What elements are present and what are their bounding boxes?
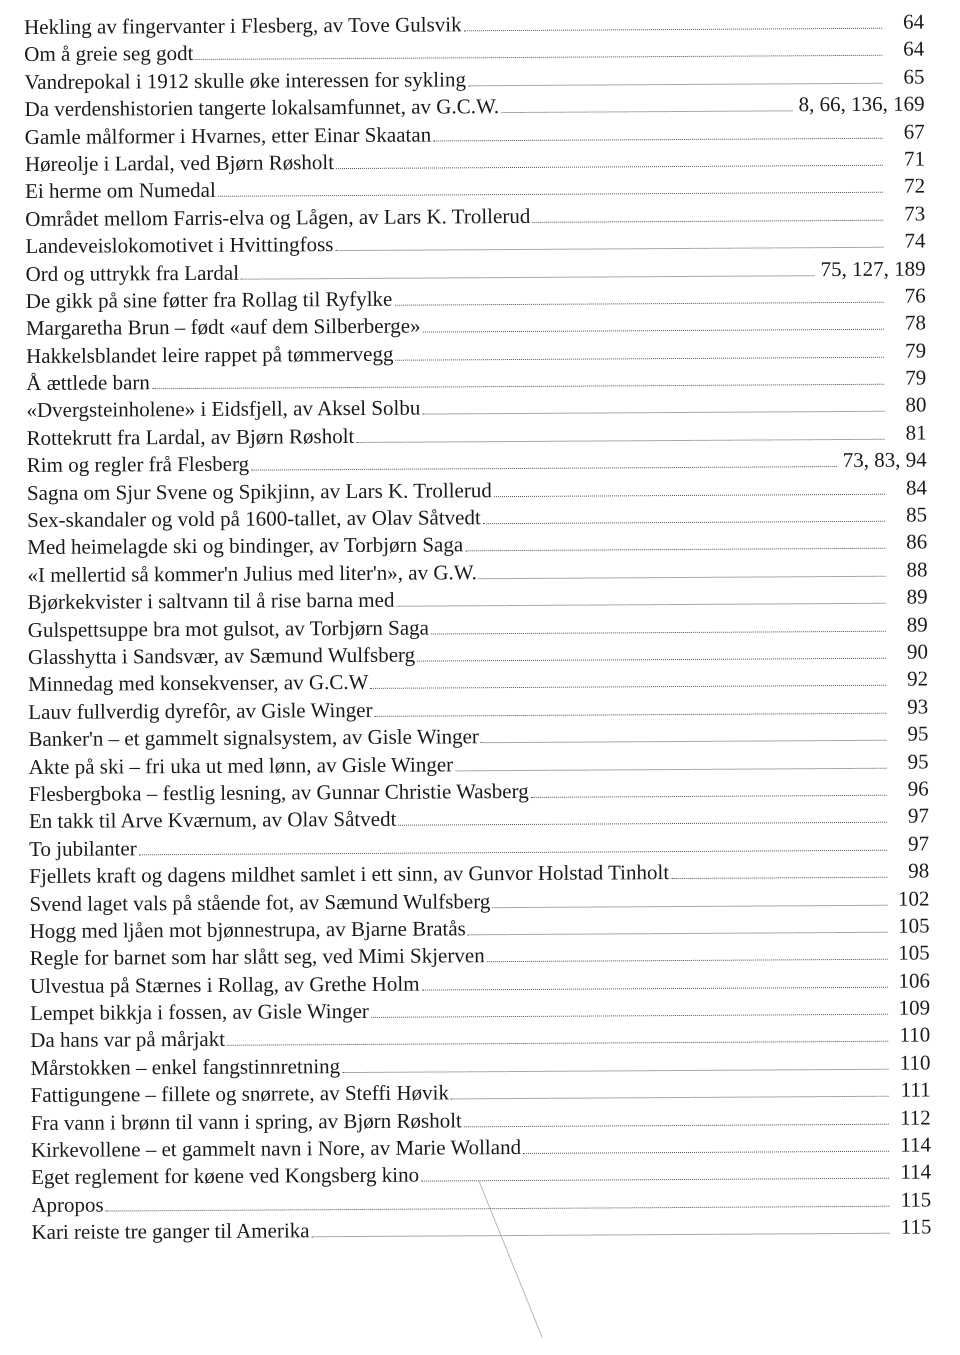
toc-entry-title: Da verdenshistorien tangerte lokalsamfunnet, av G.C.W. [24,94,500,122]
toc-entry-title: Hakkelsblandet leire rappet på tømmervegg [26,341,394,368]
toc-entry-title: Regle for barnet som har slått seg, ved Mimi Skjerven [29,943,485,971]
toc-entry-title: «Dvergsteinholene» i Eidsfjell, av Aksel Solbu [26,396,421,423]
toc-dot-leader [671,877,887,879]
toc-entry-page: 79 [905,365,927,390]
toc-dot-leader [152,384,884,389]
toc-entry-page: 73 [904,201,926,226]
toc-entry-title: Hekling av fingervanter i Flesberg, av Tove Gulsvik [24,12,462,39]
toc-entry-title: Svend laget vals på stående fot, av Sæmund Wulfsberg [29,888,491,916]
toc-entry-page: 73, 83, 94 [842,447,927,473]
toc-dot-leader [523,1151,889,1154]
toc-entry-title: Flesbergboka – festlig lesning, av Gunnar Christie Wasberg [28,778,529,806]
toc-entry-page: 90 [906,639,928,664]
toc-entry-page: 110 [899,1022,931,1048]
toc-entry-title: Minnedag med konsekvenser, av G.C.W [28,670,369,697]
toc-entry-page: 106 [898,968,930,993]
toc-dot-leader [370,685,886,689]
toc-entry-title: De gikk på sine føtter fra Rollag til Ryfylke [25,286,393,313]
toc-entry-title: Ord og uttrykk fra Lardal [25,260,240,286]
toc-entry-page: 92 [907,666,929,691]
toc-entry-title: Området mellom Farris-elva og Lågen, av Lars K. Trollerud [25,203,531,231]
toc-entry-page: 114 [900,1159,932,1185]
toc-entry-title: Akte på ski – fri uka ut med lønn, av Gisle Winger [28,751,454,779]
toc-entry-page: 81 [905,420,927,445]
toc-dot-leader [464,28,882,32]
toc-entry-title: Da hans var på mårjakt [30,1027,226,1053]
toc-entry-page: 86 [906,529,928,555]
toc-dot-leader [501,110,792,113]
toc-entry-title: Gulspettsuppe bra mot gulsot, av Torbjørn Saga [27,615,430,642]
toc-entry-page: 105 [898,913,930,938]
toc-dot-leader [195,55,882,60]
toc-entry-page: 64 [903,36,925,62]
toc-entry [31,1214,931,1247]
toc-dot-leader [394,302,883,306]
toc-entry-title: Fjellets kraft og dagens mildhet samlet i ett sinn, av Gunvor Holstad Tinholt [29,860,670,889]
toc-entry-page: 112 [899,1105,931,1130]
toc-entry-title: Kirkevollene – et gammelt navn i Nore, av Marie Wolland [30,1135,522,1162]
toc-entry-page: 76 [904,283,926,308]
toc-entry-title: Apropos [31,1192,104,1217]
toc-dot-leader [218,192,883,197]
toc-entry-title: Lauv fullverdig dyrefôr, av Gisle Winger [28,697,373,724]
toc-dot-leader [335,247,883,251]
toc-dot-leader [483,521,885,524]
toc-entry-page: 8, 66, 136, 169 [798,91,925,117]
toc-entry-page: 115 [900,1187,932,1212]
toc-dot-leader [139,849,887,855]
toc-entry-page: 79 [904,338,927,363]
toc-dot-leader [417,658,886,662]
toc-entry-page: 65 [903,64,925,89]
toc-entry-page: 97 [908,831,930,856]
toc-dot-leader [398,822,887,826]
toc-dot-leader [531,795,887,798]
toc-dot-leader [431,630,886,634]
toc-entry-page: 95 [907,721,929,746]
toc-dot-leader [336,165,883,169]
toc-entry-title: Om å greie seg godt [24,41,194,67]
toc-entry-page: 85 [906,502,928,527]
toc-entry-title: Rim og regler frå Flesberg [26,451,250,478]
toc-entry-title: Banker'n – et gammelt signalsystem, av Gisle Winger [28,724,479,752]
toc-entry-page: 111 [900,1077,931,1102]
toc-dot-leader [481,740,887,743]
toc-dot-leader [241,275,815,280]
toc-dot-leader [479,576,886,579]
toc-entry-title: Å ættlede barn [26,370,150,396]
toc-entry-title: Høreolje i Lardal, ved Bjørn Røsholt [24,150,335,176]
toc-dot-leader [422,986,888,990]
toc-dot-leader [421,1178,889,1182]
toc-dot-leader [451,1096,889,1100]
toc-entry-title: Eget reglement for køene ved Kongsberg kino [31,1163,420,1190]
toc-entry-page: 97 [907,803,929,828]
toc-entry-page: 102 [897,885,930,911]
toc-entry-title: To jubilanter [29,836,137,861]
toc-entry-page: 89 [906,584,928,609]
toc-dot-leader [106,1206,890,1212]
toc-dot-leader [468,83,882,87]
toc-entry-page: 109 [898,995,931,1020]
toc-entry-page: 88 [906,557,928,582]
toc-dot-leader [356,439,884,443]
toc-entry-title: Sagna om Sjur Svene og Spikjinn, av Lars K. Trollerud [26,477,492,505]
toc-dot-leader [487,959,888,962]
toc-entry-title: Kari reiste tre ganger til Amerika [31,1218,310,1245]
toc-dot-leader [464,1123,889,1127]
toc-entry-title: Ulvestua på Stærnes i Rollag, av Grethe Holm [29,971,420,998]
toc-entry-page: 98 [908,858,930,883]
toc-dot-leader [396,603,885,607]
toc-dot-leader [455,767,886,771]
toc-entry-title: Hogg med ljåen mot bjønnestrupa, av Bjarne Bratås [29,916,466,943]
toc-entry-title: Lempet bikkja i fossen, av Gisle Winger [30,998,369,1026]
toc-entry-page: 78 [904,310,926,335]
toc-entry-title: Sex-skandaler og vold på 1600-tallet, av Olav Såtvedt [27,505,481,533]
toc-entry-title: Rottekrutt fra Lardal, av Bjørn Røsholt [26,423,355,450]
toc-entry-title: Med heimelagde ski og bindinger, av Torbjørn Saga [27,532,464,560]
toc-entry-page: 89 [906,612,928,637]
toc-entry-title: Ei herme om Numedal [25,178,216,204]
toc-entry-page: 115 [900,1214,932,1239]
toc-entry-page: 80 [905,392,927,418]
toc-entry-page: 72 [903,173,926,198]
toc-entry-page: 96 [907,776,929,801]
toc-entry-page: 75, 127, 189 [820,256,926,281]
toc-entry-page: 84 [905,475,927,500]
toc-entry-title: Bjørkekvister i saltvann til å rise barna med [27,587,395,615]
toc-entry-title: Glasshytta i Sandsvær, av Sæmund Wulfsberg [27,642,416,669]
toc-dot-leader [251,466,837,471]
toc-entry-title: Margaretha Brun – født «auf dem Silberberge» [25,313,421,341]
toc-dot-leader [375,713,887,717]
toc-entry-page: 67 [903,119,925,144]
toc-entry-page: 95 [907,749,929,774]
toc-dot-leader [422,411,884,415]
toc-entry-page: 93 [907,694,929,719]
toc-dot-leader [312,1233,890,1238]
toc-entry-title: Landeveislokomotivet i Hvittingfoss [25,232,334,259]
toc-entry-title: Fattigungene – fillete og snørrete, av Steffi Høvik [30,1080,450,1108]
toc-dot-leader [465,548,885,552]
toc-entry-title: Mårstokken – enkel fangstinnretning [30,1053,341,1080]
toc-entry-title: Fra vann i brønn til vann i spring, av Bjørn Røsholt [30,1107,462,1135]
toc-dot-leader [532,219,883,222]
toc-dot-leader [492,904,887,907]
toc-entry-page: 105 [898,940,930,965]
toc-entry-title: Gamle målformer i Hvarnes, etter Einar Skaatan [24,122,432,149]
toc-entry-page: 74 [904,228,926,253]
toc-dot-leader [371,1014,888,1018]
toc-dot-leader [468,932,888,936]
toc-dot-leader [423,329,884,333]
toc-entry-title: «I mellertid så kommer'n Julius med liter'n», av G.W. [27,560,477,587]
toc-entry-page: 64 [902,9,925,34]
toc-entry-title: En takk til Arve Kværnum, av Olav Såtvedt [28,807,397,834]
toc-entry-page: 114 [900,1132,931,1157]
toc-dot-leader [433,137,883,141]
toc-entry-title: Vandrepokal i 1912 skulle øke interessen for sykling [24,67,466,94]
table-of-contents [24,9,932,1247]
toc-entry-page: 110 [899,1050,931,1075]
toc-dot-leader [342,1069,888,1073]
toc-dot-leader [227,1041,888,1046]
toc-dot-leader [395,356,884,360]
toc-entry-page: 71 [903,146,925,171]
toc-dot-leader [494,493,885,496]
